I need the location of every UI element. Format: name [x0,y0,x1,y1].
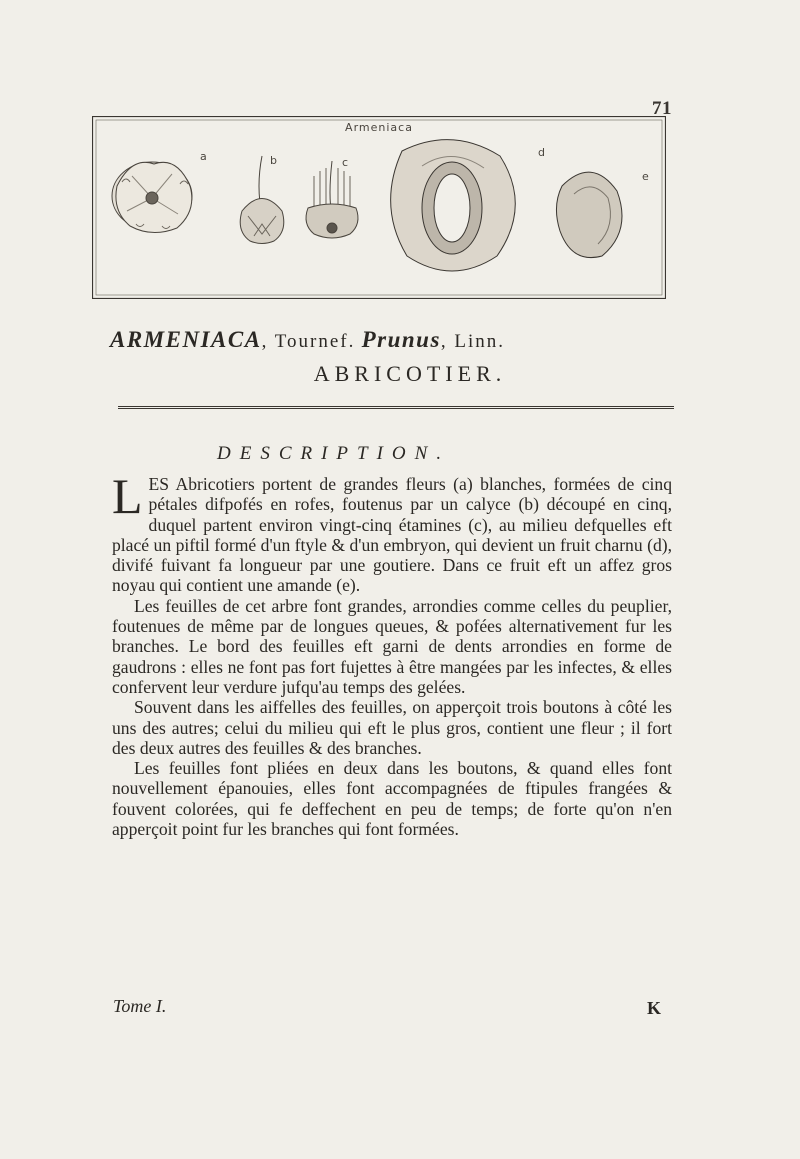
paragraph-2: Les feuilles de cet arbre font grandes, arrondies comme celles du peuplier, foutenues de même par de longues queues, & pofées alternativement fur les branches. Le bord des feuilles eft garni de dents arrondies en forme de gaudrons : elles ne font pas fort fujettes à être mangées par les infectes, & elles confervent leur verdure jufqu'au temps des gelées. [112,595,672,697]
common-name: ABRICOTIER. [313,361,507,386]
signature-mark: K [646,998,661,1018]
tome-label: Tome I. [113,996,167,1016]
paragraph-3: Souvent dans les aiffelles des feuilles, on apperçoit trois boutons à côté les uns des autres; celui du milieu qui eft le plus gros, contient une fleur ; il fort des deux autres des feuilles & des branches. [112,697,672,758]
genus-heading [110,327,670,353]
calyx-figure-b [240,156,284,244]
genus-name: ARMENIACA [110,327,262,352]
section-title: DESCRIPTION. [217,443,451,464]
genus-author: , Tournef. [261,331,356,352]
paragraph-4: Les feuilles font pliées en deux dans les boutons, & quand elles font nouvellement épanouies, elles font accompagnées de ftipules frangées & fouvent colorées, qui fe deffechent en peu de temps; de forte qu'on n'en apperçoit point fur les branches qui font formées. [112,758,672,840]
figure-label-e: e [642,170,649,183]
figure-label-c: c [342,156,349,169]
heading-rule [118,406,674,409]
plate-caption: Armeniaca [345,121,413,134]
figure-label-d: d [538,146,545,159]
page-footer [113,996,661,1017]
botanical-plate [92,116,666,299]
fruit-figure-d [391,140,516,271]
synonym-author: , Linn. [440,331,506,352]
plate-illustration [92,116,666,299]
page-number: 71 [652,98,672,119]
drop-cap: L [112,468,143,524]
paragraph-1-text: ES Abricotiers portent de grandes fleurs (a) blanches, formées de cinq pétales difpofés en rofes, foutenus par un calyce (b) découpé en cinq, duquel partent environ vingt-cinq étamines (c), au milieu defquelles eft placé un piftil formé d'un ftyle & d'un embryon, qui devient un fruit charnu (d), divifé fuivant fa longueur par une goutiere. Dans ce fruit eft un affez gros noyau qui contient une amande (e). [112,474,672,596]
figure-label-a: a [200,150,207,163]
flower-figure-a [112,162,192,233]
synonym-name: Prunus [361,327,441,352]
figure-label-b: b [270,154,277,167]
kernel-figure-e [556,172,622,257]
stamens-figure-c [306,161,358,238]
description-text [112,468,672,840]
paragraph-1 [112,468,672,596]
